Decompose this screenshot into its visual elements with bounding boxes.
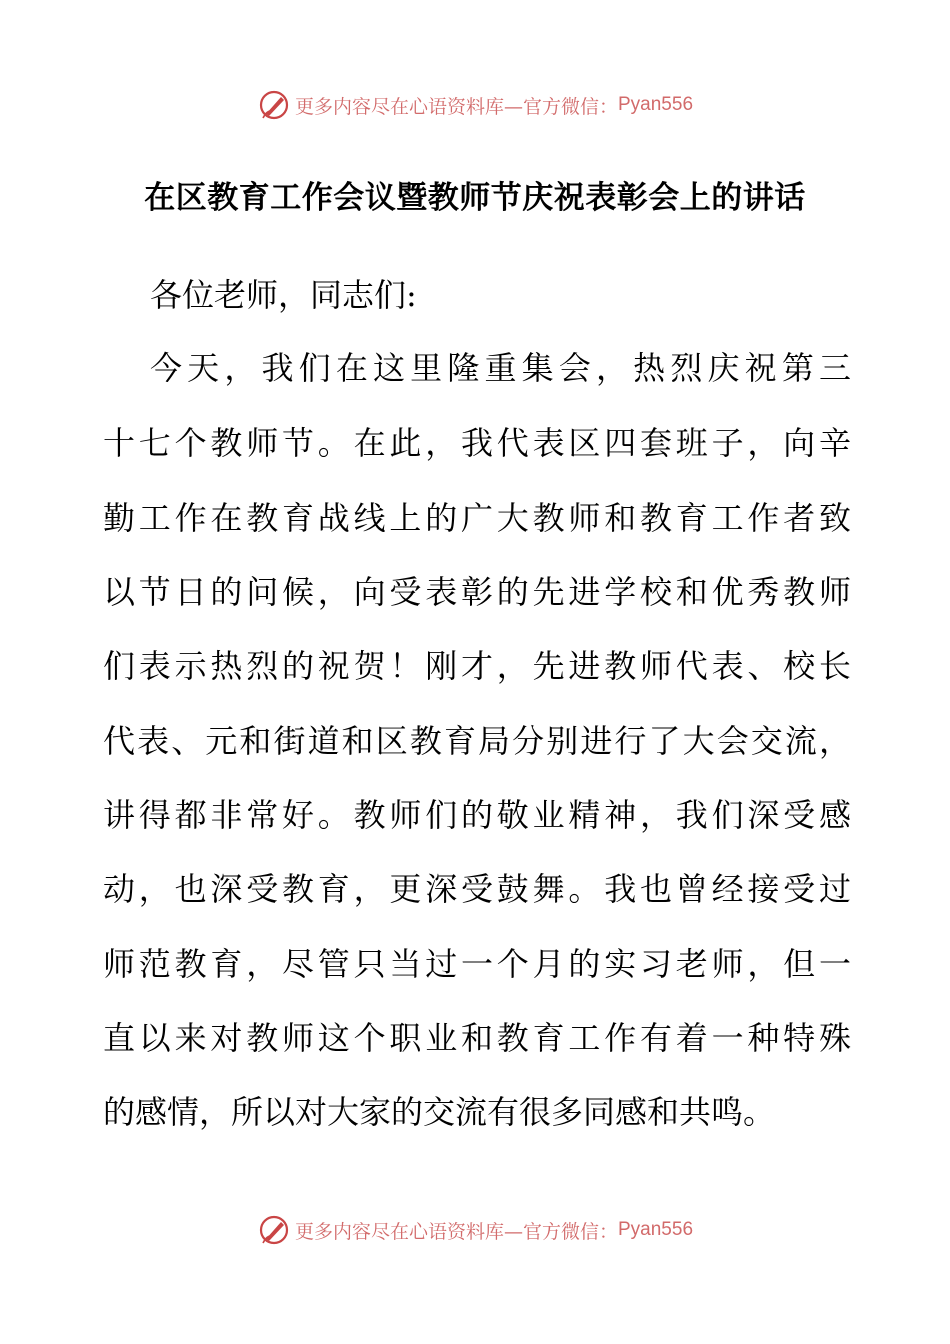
- paragraph-line: 今天，我们在这里隆重集会，热烈庆祝第三: [150, 349, 851, 387]
- paragraph-line: 的感情，所以对大家的交流有很多同感和共鸣。: [103, 1093, 776, 1131]
- paragraph-line: 讲得都非常好。教师们的敬业精神，我们深受感: [103, 796, 851, 834]
- paragraph-line: 直以来对教师这个职业和教育工作有着一种特殊: [103, 1019, 851, 1057]
- banner-wechat-label: 官方微信：: [522, 95, 618, 118]
- paragraph-line: 们表示热烈的祝贺！刚才，先进教师代表、校长: [103, 647, 851, 685]
- banner-text: 更多内容尽在心语资料库—: [294, 1220, 523, 1243]
- banner-text: 更多内容尽在心语资料库—: [294, 95, 523, 118]
- banner-handle: Pyan556: [618, 1219, 694, 1240]
- paragraph-line: 师范教育，尽管只当过一个月的实习老师，但一: [103, 945, 851, 983]
- paragraph-line: 十七个教师节。在此，我代表区四套班子，向辛: [103, 424, 851, 462]
- banner-handle: Pyan556: [618, 94, 694, 115]
- document-title: 在区教育工作会议暨教师节庆祝表彰会上的讲话: [144, 180, 806, 216]
- greeting: 各位老师，同志们:: [150, 276, 417, 314]
- paragraph-line: 代表、元和街道和区教育局分别进行了大会交流，: [103, 722, 851, 760]
- banner-wechat-label: 官方微信：: [522, 1220, 618, 1243]
- footer-banner: [0, 1210, 950, 1250]
- paragraph-line: 勤工作在教育战线上的广大教师和教育工作者致: [103, 499, 851, 537]
- quill-logo-icon: [257, 88, 291, 122]
- quill-logo-icon: [257, 1213, 291, 1247]
- paragraph-line: 以节日的问候，向受表彰的先进学校和优秀教师: [103, 573, 851, 611]
- header-banner: [0, 85, 950, 125]
- paragraph-line: 动，也深受教育，更深受鼓舞。我也曾经接受过: [103, 870, 851, 908]
